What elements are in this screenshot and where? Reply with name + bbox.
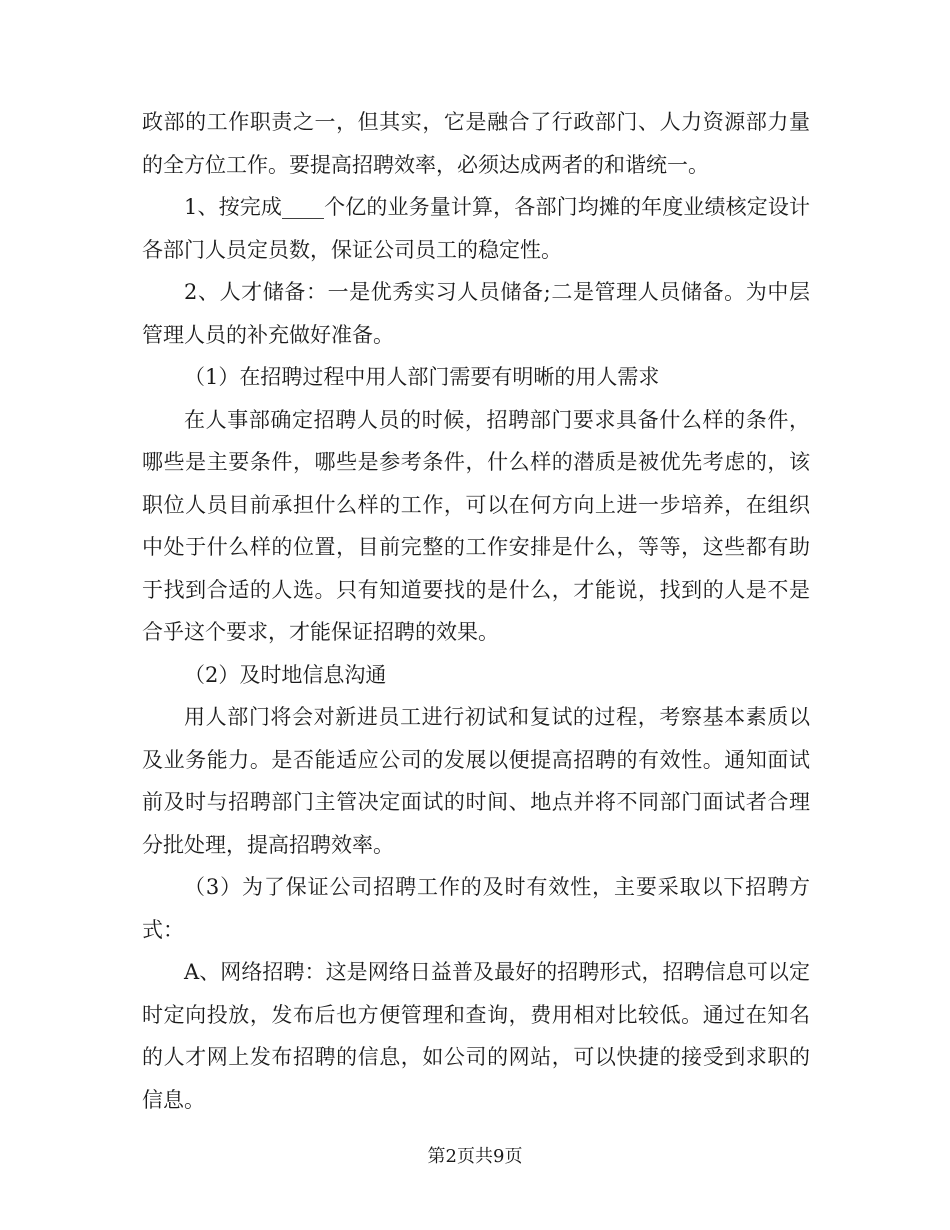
paragraph-heading-3: （3）为了保证公司招聘工作的及时有效性，主要采取以下招聘方式： xyxy=(142,875,810,942)
paragraph-heading-2: （2）及时地信息沟通 xyxy=(184,662,387,687)
paragraph-continuation: 政部的工作职责之一，但其实，它是融合了行政部门、人力资源部力量的全方位工作。要提高招聘效率，必须达成两者的和谐统一。 xyxy=(142,110,810,177)
paragraph-communication: 用人部门将会对新进员工进行初试和复试的过程，考察基本素质以及业务能力。是否能适应公司的发展以便提高招聘的有效性。通知面试前及时与招聘部门主管决定面试的时间、地点并将不同部门面试者合理分批处理，提高招聘效率。 xyxy=(142,705,810,857)
paragraph-heading-1: （1）在招聘过程中用人部门需要有明晰的用人需求 xyxy=(184,365,660,389)
paragraph-item-2: 2、人才储备：一是优秀实习人员储备;二是管理人员储备。为中层管理人员的补充做好准备。 xyxy=(142,280,810,347)
paragraph-requirements: 在人事部确定招聘人员的时候，招聘部门要求具备什么样的条件，哪些是主要条件，哪些是参考条件，什么样的潜质是被优先考虑的，该职位人员目前承担什么样的工作，可以在何方向上进一步培养，在组织中处于什么样的位置，目前完整的工作安排是什么，等等，这些都有助于找到合适的人选。只有知道要找的是什么，才能说，找到的人是不是合乎这个要求，才能保证招聘的效果。 xyxy=(142,407,810,644)
document-body xyxy=(142,101,810,1121)
paragraph-online-recruiting: A、网络招聘：这是网络日益普及最好的招聘形式，招聘信息可以定时定向投放，发布后也方便管理和查询，费用相对比较低。通过在知名的人才网上发布招聘的信息，如公司的网站，可以快捷的接受到求职的信息。 xyxy=(142,960,810,1112)
page-number-footer: 第2页共9页 xyxy=(427,1146,523,1167)
paragraph-item-1: 1、按完成____个亿的业务量计算，各部门均摊的年度业绩核定设计各部门人员定员数，保证公司员工的稳定性。 xyxy=(142,195,810,262)
